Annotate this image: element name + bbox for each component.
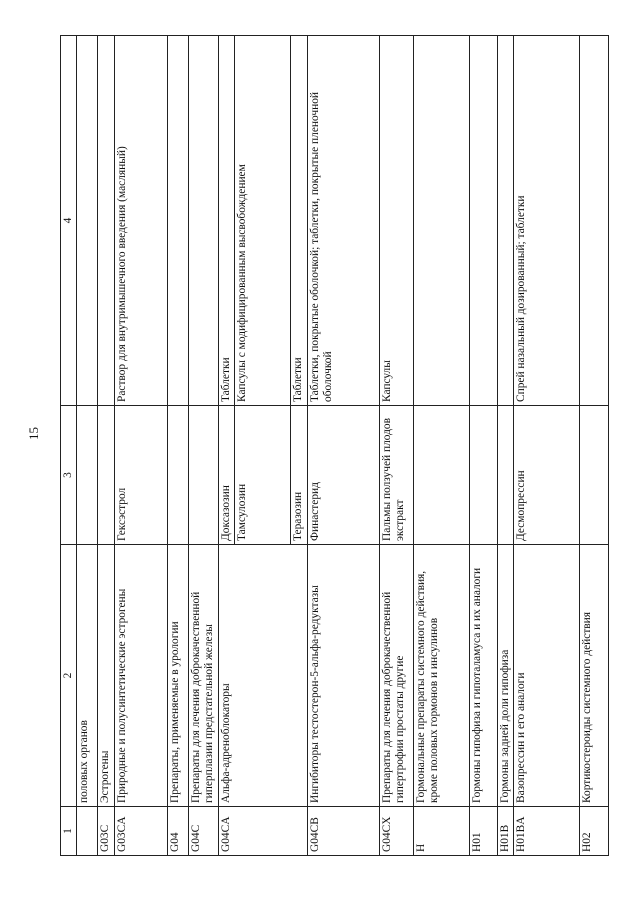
column-header: 4	[61, 36, 77, 406]
atc-code-cell: H01B	[497, 807, 513, 856]
table-row	[188, 36, 218, 856]
header-row	[61, 36, 77, 856]
drug-name-cell	[497, 406, 513, 545]
drug-name-cell	[188, 406, 218, 545]
table-row	[218, 36, 234, 856]
atc-code-cell: G04CX	[379, 807, 413, 856]
page-number: 15	[26, 427, 41, 440]
group-name-cell: Эстрогены	[98, 545, 114, 807]
dosage-form-cell: Спрей назальный дозированный; таблетки	[514, 36, 580, 406]
table-row	[307, 36, 379, 856]
drug-name-cell: Финастерид	[307, 406, 379, 545]
dosage-form-cell	[98, 36, 114, 406]
atc-code-cell: H01	[469, 807, 497, 856]
dosage-form-cell	[167, 36, 188, 406]
drug-classification-table	[60, 35, 609, 856]
table-row	[497, 36, 513, 856]
group-name-cell: Гормоны задней доли гипофиза	[497, 545, 513, 807]
atc-code-cell: G03C	[98, 807, 114, 856]
dosage-form-cell	[469, 36, 497, 406]
group-name-cell: половых органов	[77, 545, 98, 807]
group-name-cell: Препараты, применяемые в урологии	[167, 545, 188, 807]
drug-name-cell: Десмопрессин	[514, 406, 580, 545]
dosage-form-cell	[580, 36, 609, 406]
table-row	[469, 36, 497, 856]
atc-code-cell	[77, 807, 98, 856]
dosage-form-cell	[188, 36, 218, 406]
atc-code-cell: G04CA	[218, 807, 307, 856]
group-name-cell: Кортикостероиды системного действия	[580, 545, 609, 807]
table-row	[77, 36, 98, 856]
table-row	[514, 36, 580, 856]
atc-code-cell: G03CA	[114, 807, 167, 856]
column-header: 3	[61, 406, 77, 545]
table-row	[580, 36, 609, 856]
group-name-cell: Ингибиторы тестостерон-5-альфа-редуктазы	[307, 545, 379, 807]
column-header: 2	[61, 545, 77, 807]
group-name-cell: Гормональные препараты системного действия, кроме половых гормонов и инсулинов	[413, 545, 469, 807]
atc-code-cell: H02	[580, 807, 609, 856]
dosage-form-cell: Таблетки, покрытые оболочкой; таблетки, покрытые пленочной оболочкой	[307, 36, 379, 406]
atc-code-cell: H	[413, 807, 469, 856]
drug-name-cell	[98, 406, 114, 545]
table-row	[413, 36, 469, 856]
dosage-form-cell	[413, 36, 469, 406]
dosage-form-cell: Капсулы	[379, 36, 413, 406]
column-header: 1	[61, 807, 77, 856]
atc-code-cell: G04	[167, 807, 188, 856]
table-row	[98, 36, 114, 856]
dosage-form-cell: Раствор для внутримышечного введения (масляный)	[114, 36, 167, 406]
dosage-form-cell	[77, 36, 98, 406]
table-row	[167, 36, 188, 856]
dosage-form-cell: Таблетки	[218, 36, 234, 406]
drug-name-cell	[167, 406, 188, 545]
drug-name-cell	[77, 406, 98, 545]
rotated-page-content	[60, 36, 594, 856]
group-name-cell: Препараты для лечения доброкачественной гипертрофии простаты другие	[379, 545, 413, 807]
atc-code-cell: G04CB	[307, 807, 379, 856]
table-row	[379, 36, 413, 856]
group-name-cell: Природные и полусинтетические эстрогены	[114, 545, 167, 807]
group-name-cell: Вазопрессин и его аналоги	[514, 545, 580, 807]
atc-code-cell: H01BA	[514, 807, 580, 856]
table-row	[114, 36, 167, 856]
group-name-cell: Препараты для лечения доброкачественной гиперплазии предстательной железы	[188, 545, 218, 807]
drug-name-cell	[413, 406, 469, 545]
dosage-form-cell: Таблетки	[291, 36, 307, 406]
dosage-form-cell	[497, 36, 513, 406]
drug-name-cell: Доксазозин	[218, 406, 234, 545]
drug-name-cell	[469, 406, 497, 545]
drug-name-cell: Теразозин	[291, 406, 307, 545]
group-name-cell: Гормоны гипофиза и гипоталамуса и их аналоги	[469, 545, 497, 807]
drug-name-cell: Гексэстрол	[114, 406, 167, 545]
drug-name-cell: Пальмы ползучей плодов экстракт	[379, 406, 413, 545]
drug-name-cell: Тамсулозин	[235, 406, 291, 545]
atc-code-cell: G04C	[188, 807, 218, 856]
drug-name-cell	[580, 406, 609, 545]
dosage-form-cell: Капсулы с модифицированным высвобождением	[235, 36, 291, 406]
group-name-cell: Альфа-адреноблокаторы	[218, 545, 307, 807]
